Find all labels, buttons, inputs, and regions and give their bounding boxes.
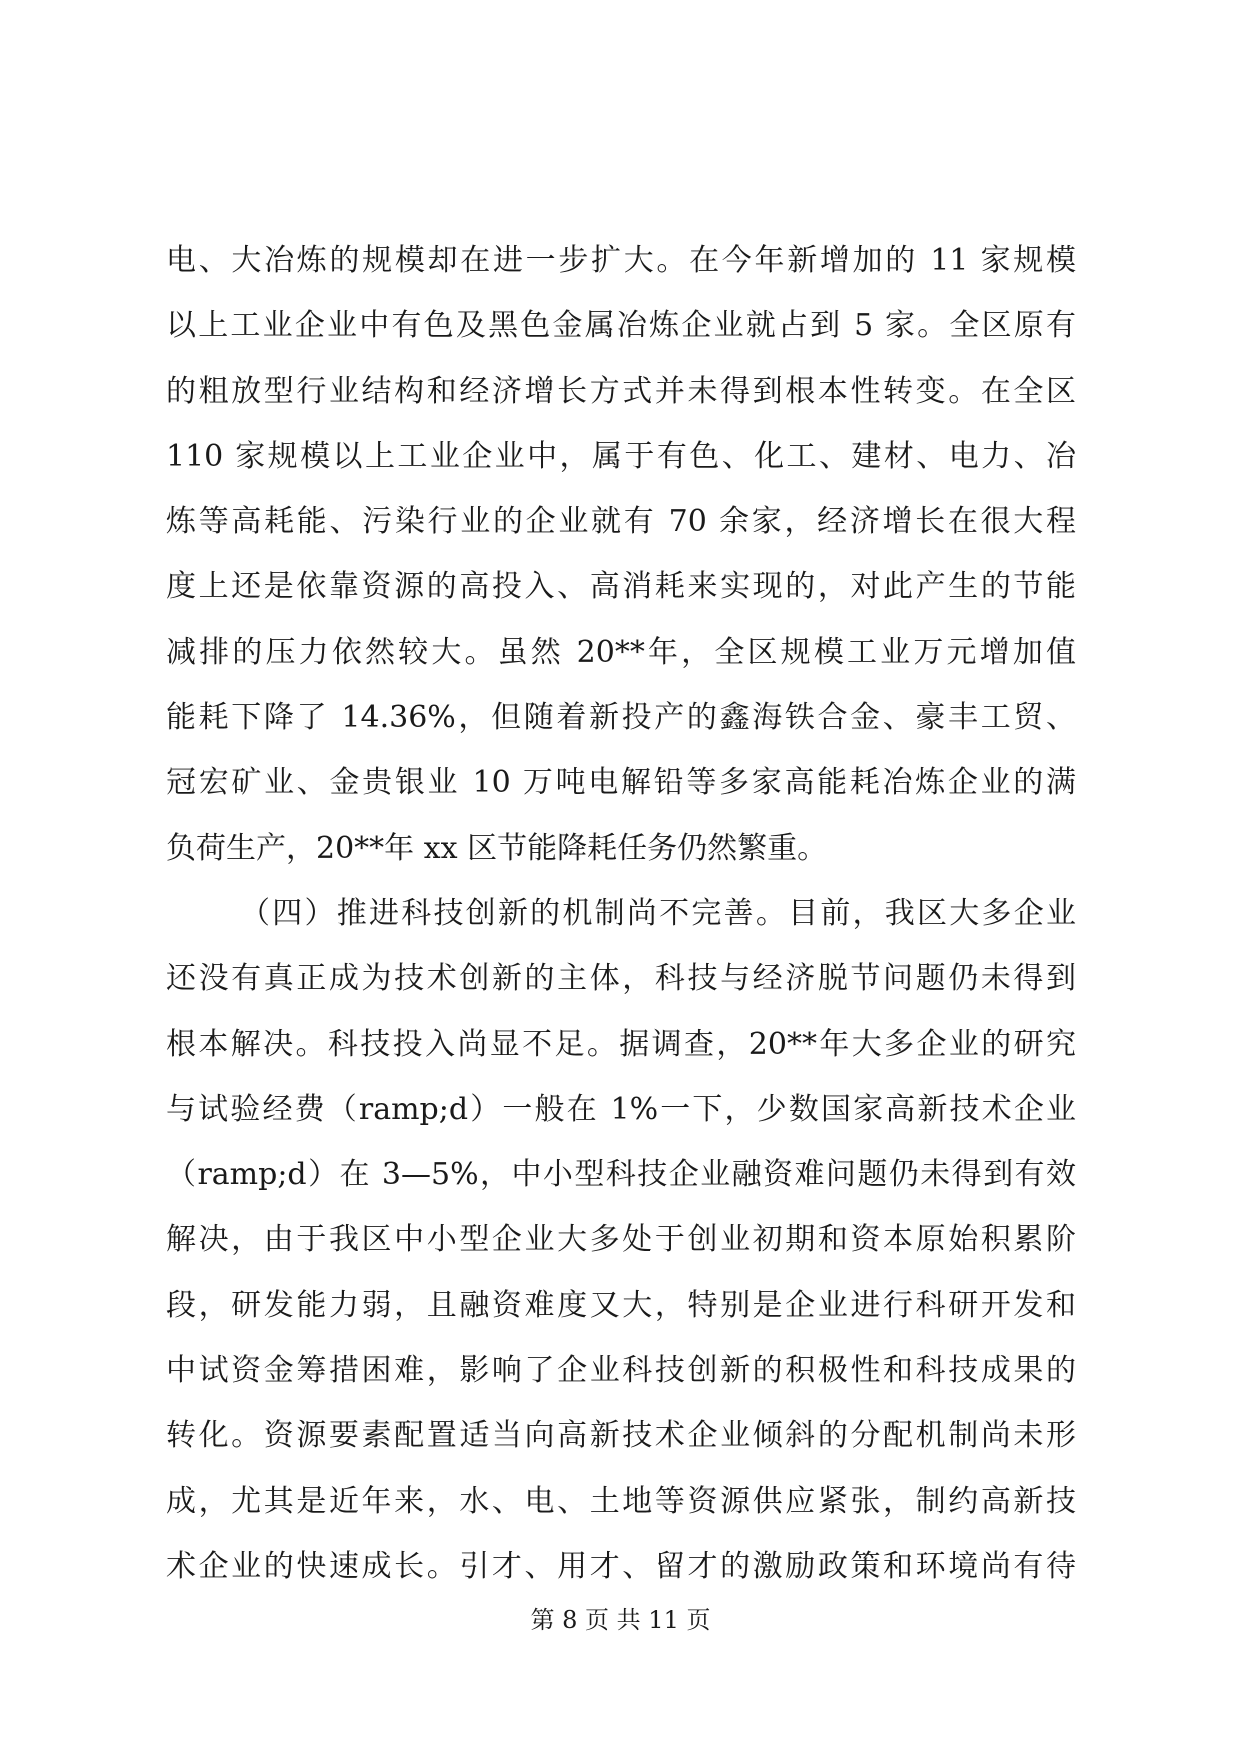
text-line: 电、大冶炼的规模却在进一步扩大。在今年新增加的 11 家规模 (166, 243, 1076, 278)
text-line: 中试资金筹措困难，影响了企业科技创新的积极性和科技成果的 (166, 1353, 1076, 1389)
text-line: 减排的压力依然较大。虽然 20**年，全区规模工业万元增加值 (166, 634, 1076, 670)
text-line: 以上工业企业中有色及黑色金属冶炼企业就占到 5 家。全区原有 (166, 308, 1076, 344)
text-line: 术企业的快速成长。引才、用才、留才的激励政策和环境尚有待 (166, 1548, 1076, 1584)
text-line: （ramp;d）在 3—5%，中小型科技企业融资难问题仍未得到有效 (166, 1157, 1076, 1193)
page-number-footer: 第 8 页 共 11 页 (530, 1606, 711, 1634)
text-line: 的粗放型行业结构和经济增长方式并未得到根本性转变。在全区 (166, 373, 1076, 409)
text-line: 与试验经费（ramp;d）一般在 1%一下，少数国家高新技术企业 (166, 1091, 1076, 1127)
text-line: 110 家规模以上工业企业中，属于有色、化工、建材、电力、冶 (166, 438, 1076, 474)
section-heading-line: （四）推进科技创新的机制尚不完善。目前，我区大多企业 (240, 895, 1076, 931)
text-line: 能耗下降了 14.36%，但随着新投产的鑫海铁合金、豪丰工贸、 (166, 700, 1076, 736)
text-line: 成，尤其是近年来，水、电、土地等资源供应紧张，制约高新技 (166, 1483, 1076, 1519)
text-line: 解决，由于我区中小型企业大多处于创业初期和资本原始积累阶 (166, 1222, 1076, 1258)
text-line: 段，研发能力弱，且融资难度又大，特别是企业进行科研开发和 (166, 1287, 1076, 1323)
text-line: 根本解决。科技投入尚显不足。据调查，20**年大多企业的研究 (166, 1026, 1076, 1062)
text-line: 度上还是依靠资源的高投入、高消耗来实现的，对此产生的节能 (166, 569, 1076, 605)
text-line: 负荷生产，20**年 xx 区节能降耗任务仍然繁重。 (166, 830, 828, 866)
text-line: 炼等高耗能、污染行业的企业就有 70 余家，经济增长在很大程 (166, 504, 1076, 540)
body-text (166, 228, 1076, 1599)
text-line: 冠宏矿业、金贵银业 10 万吨电解铅等多家高能耗冶炼企业的满 (166, 765, 1076, 801)
text-line: 转化。资源要素配置适当向高新技术企业倾斜的分配机制尚未形 (166, 1418, 1076, 1454)
text-line: 还没有真正成为技术创新的主体，科技与经济脱节问题仍未得到 (166, 961, 1076, 997)
